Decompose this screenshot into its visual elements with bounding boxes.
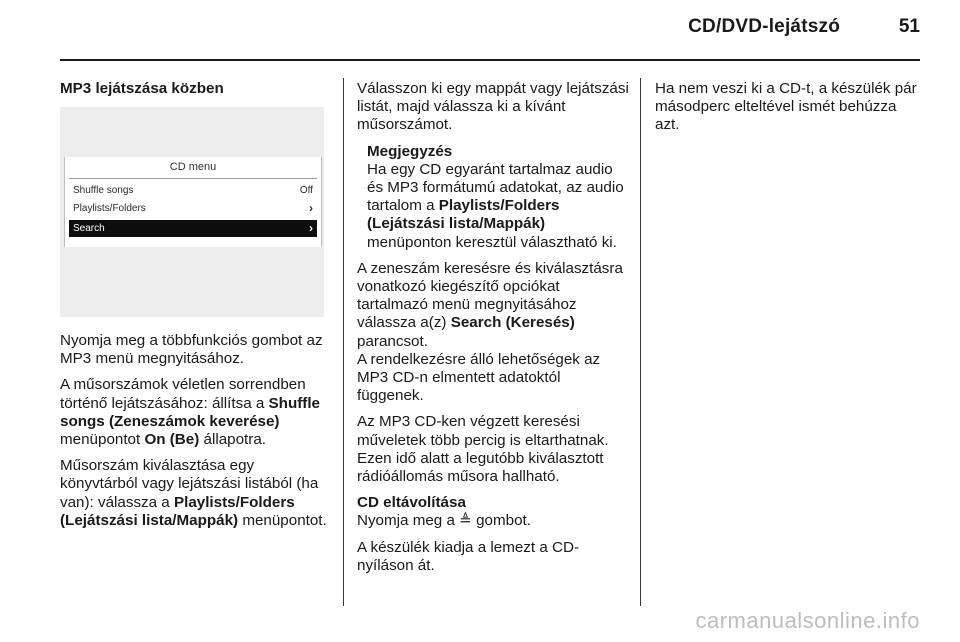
column-1 [60, 80, 330, 106]
text-run: Ha egy CD egyaránt tartalmaz audio és MP3 formátumú adatokat, az audio tartalom a [367, 160, 624, 215]
section-heading: CD eltávolítása [357, 494, 466, 512]
paragraph: Ha nem veszi ki a CD-t, a készülék pár másodperc elteltével ismét behúzza azt. [655, 80, 917, 134]
paragraph [357, 512, 629, 530]
paragraph [60, 457, 330, 530]
menu-item-label: Playlists/Folders [73, 203, 146, 214]
menu-item-search-selected [69, 220, 317, 237]
watermark: carmanualsonline.info [695, 608, 920, 633]
note-box [357, 143, 629, 252]
paragraph: Nyomja meg a többfunkciós gombot az MP3 menü megnyitásához. [60, 332, 323, 368]
menu-item-shuffle [69, 182, 317, 199]
paragraph: A rendelkezésre álló lehetőségek az MP3 CD-n elmentett adatoktól függenek. [357, 350, 601, 405]
cd-menu-screenshot [60, 107, 324, 317]
paragraph: Az MP3 CD-ken végzett keresési műveletek több percig is eltarthatnak. Ezen idő alatt a legutóbb kiválasztott rádióállomás műsora hallható. [357, 413, 609, 486]
section-heading: MP3 lejátszása közben [60, 80, 224, 97]
paragraph: A készülék kiadja a lemezt a CD-nyíláson át. [357, 538, 579, 574]
menu-item-playlists [69, 200, 317, 217]
cd-menu-panel [64, 157, 322, 247]
note-title: Megjegyzés [367, 142, 453, 160]
menu-item-label: Search [73, 223, 105, 234]
page-number: 51 [898, 16, 920, 37]
eject-icon: ≜ [459, 512, 472, 530]
column-divider [343, 78, 344, 606]
chevron-right-icon: › [309, 221, 313, 235]
column-3 [655, 80, 920, 143]
setting-reference: On (Be) [144, 431, 200, 449]
text-run: A műsorszámok véletlen sorrendben történő lejátszásához: állítsa a [60, 376, 306, 412]
paragraph [357, 260, 629, 351]
text-run: Nyomja meg a [357, 512, 460, 530]
text-run: gombot. [471, 512, 531, 530]
note-text [367, 161, 629, 252]
menu-reference: Playlists/Folders (Lejátszási lista/Mappák) [60, 493, 295, 529]
text-run: parancsot. [357, 332, 428, 350]
header-divider [60, 59, 920, 61]
column-divider [640, 78, 641, 606]
command-reference: Search (Keresés) [450, 314, 575, 332]
page-title: CD/DVD-lejátszó [688, 16, 840, 37]
menu-title: CD menu [169, 161, 217, 173]
column-1-text [60, 332, 330, 538]
text-run: A zeneszám keresésre és kiválasztásra vonatkozó kiegészítő opciókat tartalmazó menü megnyitásához válassza a(z) [357, 259, 623, 332]
menu-item-value: Off [299, 185, 313, 196]
text-run: menüpontot. [238, 511, 327, 529]
menu-item-label: Shuffle songs [73, 185, 134, 196]
menu-divider [69, 178, 317, 179]
text-run: Műsorszám kiválasztása egy könyvtárból vagy lejátszási listából (ha van): válassza a [60, 457, 319, 511]
text-run: menüponton keresztül választható ki. [367, 233, 617, 251]
menu-reference: Playlists/Folders (Lejátszási lista/Mappák) [367, 197, 560, 233]
text-run: menüpontot [60, 431, 145, 449]
menu-reference: Shuffle songs (Zeneszámok keverése) [60, 394, 320, 430]
paragraph [60, 376, 330, 449]
column-2 [357, 80, 629, 583]
paragraph: Válasszon ki egy mappát vagy lejátszási listát, majd válassza ki a kívánt műsorszámot. [357, 80, 629, 134]
text-run: állapotra. [199, 431, 266, 449]
chevron-right-icon: › [309, 201, 313, 215]
